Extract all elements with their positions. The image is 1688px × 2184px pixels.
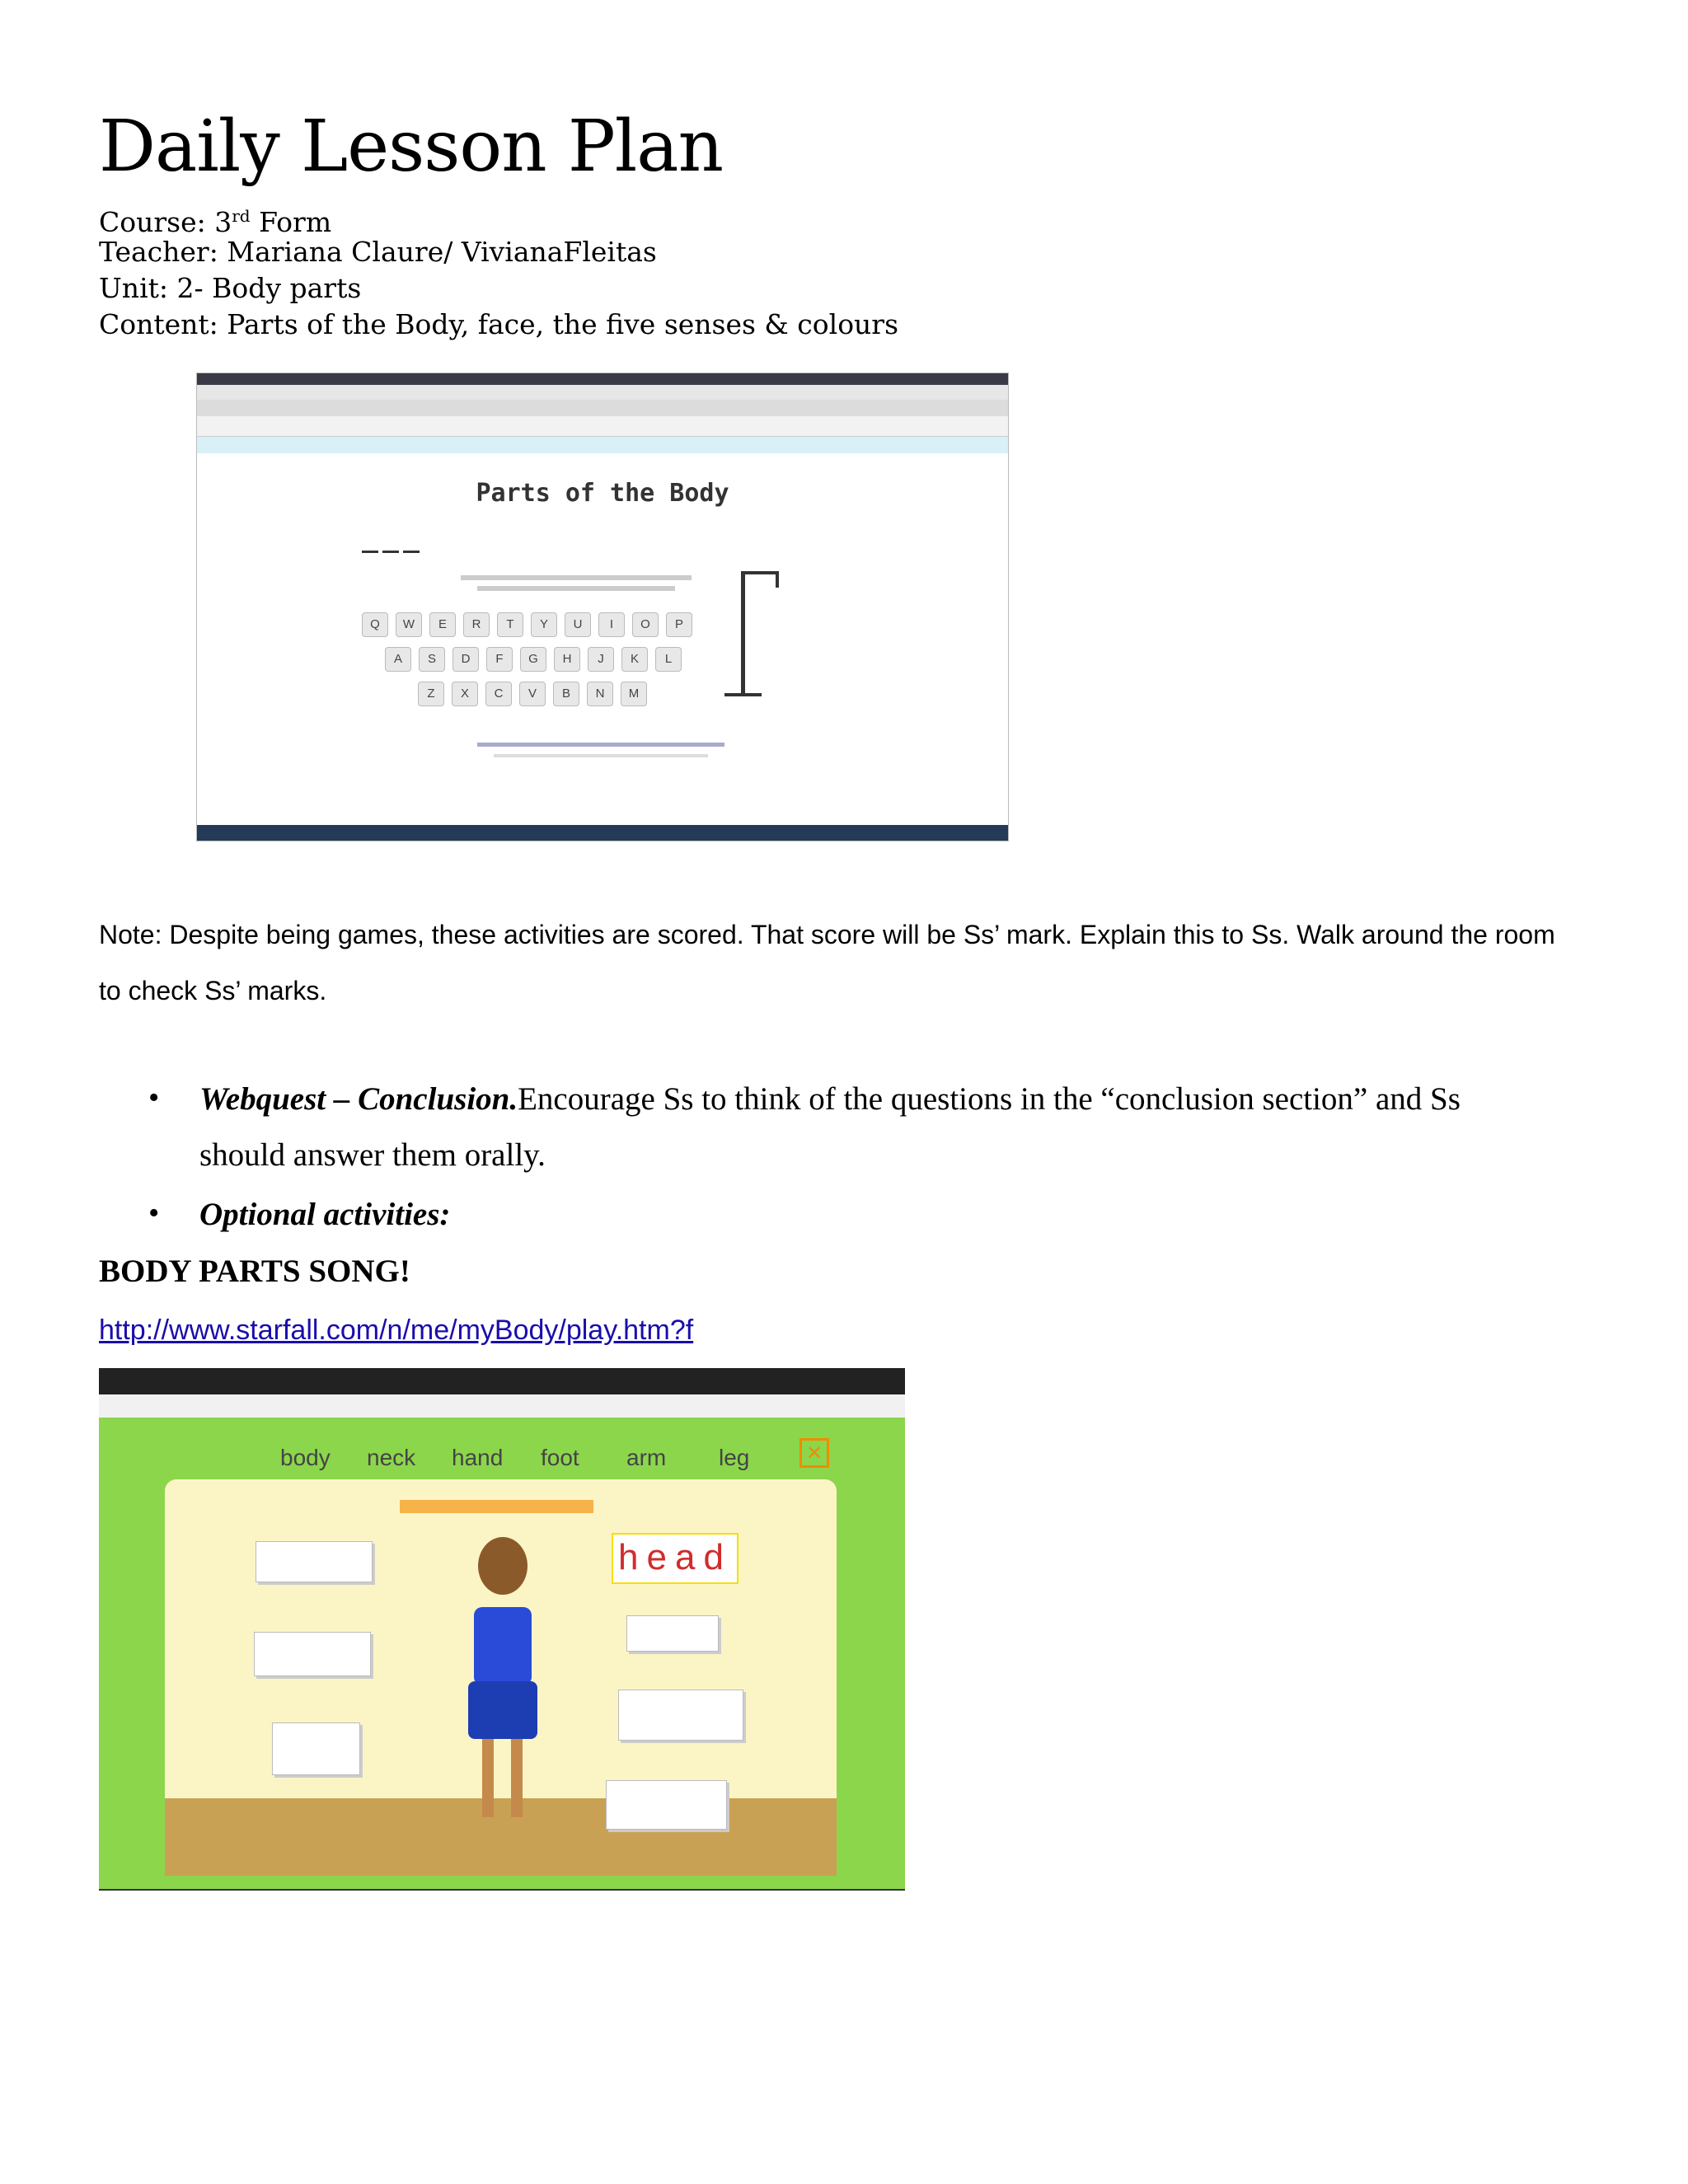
windows-taskbar (197, 825, 1008, 841)
key-m[interactable]: M (621, 682, 647, 706)
child-shorts (468, 1681, 537, 1739)
word-leg[interactable]: leg (719, 1445, 750, 1470)
child-head (478, 1537, 528, 1595)
browser-tabs (99, 1368, 905, 1394)
key-j[interactable]: J (588, 647, 614, 672)
word-body[interactable]: body (280, 1445, 331, 1470)
key-x[interactable]: X (452, 682, 478, 706)
course-line: Course: 3rd Form (99, 206, 332, 238)
gallows-icon (741, 571, 745, 695)
browser-urlbar (99, 1394, 905, 1418)
hangman-screenshot (196, 373, 1009, 841)
key-e[interactable]: E (429, 612, 456, 637)
bullet-webquest: Webquest – Conclusion.Encourage Ss to think of the questions in the “conclusion section” and Ss should answer them orally. (199, 1081, 1461, 1173)
answer-box[interactable] (254, 1632, 371, 1676)
key-o[interactable]: O (632, 612, 659, 637)
answer-box-head[interactable]: head (612, 1533, 738, 1584)
game-title: Parts of the Body (476, 479, 729, 508)
bullet-icon: • (148, 1196, 160, 1230)
key-n[interactable]: N (587, 682, 613, 706)
bullet-icon: • (148, 1080, 160, 1115)
answer-box[interactable] (272, 1722, 360, 1775)
key-v[interactable]: V (519, 682, 546, 706)
game-floor (165, 1798, 837, 1876)
song-heading: BODY PARTS SONG! (99, 1254, 410, 1289)
key-p[interactable]: P (666, 612, 692, 637)
key-a[interactable]: A (385, 647, 411, 672)
key-u[interactable]: U (565, 612, 591, 637)
progress-bar (400, 1500, 593, 1513)
letter-keyboard (197, 373, 1008, 841)
child-shirt (474, 1607, 532, 1685)
key-q[interactable]: Q (362, 612, 388, 637)
key-h[interactable]: H (554, 647, 580, 672)
key-c[interactable]: C (485, 682, 512, 706)
answer-box[interactable] (618, 1690, 743, 1741)
starfall-screenshot (99, 1368, 905, 1891)
answer-box[interactable] (626, 1615, 719, 1652)
key-g[interactable]: G (520, 647, 546, 672)
unit-line: Unit: 2- Body parts (99, 272, 362, 304)
key-k[interactable]: K (621, 647, 648, 672)
key-r[interactable]: R (463, 612, 490, 637)
key-w[interactable]: W (396, 612, 422, 637)
note-text: Note: Despite being games, these activities are scored. That score will be Ss’ mark. Explain this to Ss. Walk around the room to check Ss’ marks. (99, 920, 1555, 1005)
word-hand[interactable]: hand (452, 1445, 504, 1470)
word-arm[interactable]: arm (626, 1445, 667, 1470)
teacher-line: Teacher: Mariana Claure/ VivianaFleitas (99, 236, 657, 268)
word-neck[interactable]: neck (367, 1445, 416, 1470)
key-d[interactable]: D (452, 647, 479, 672)
key-b[interactable]: B (553, 682, 579, 706)
key-i[interactable]: I (598, 612, 625, 637)
key-z[interactable]: Z (418, 682, 444, 706)
starfall-link[interactable]: http://www.starfall.com/n/me/myBody/play.htm?f (99, 1315, 694, 1346)
word-foot[interactable]: foot (541, 1445, 579, 1470)
key-t[interactable]: T (497, 612, 523, 637)
page-title: Daily Lesson Plan (99, 105, 723, 188)
key-s[interactable]: S (419, 647, 445, 672)
answer-box[interactable] (256, 1541, 373, 1582)
close-icon[interactable]: ✕ (799, 1438, 829, 1468)
key-l[interactable]: L (655, 647, 682, 672)
content-line: Content: Parts of the Body, face, the five senses & colours (99, 308, 899, 340)
answer-box[interactable] (606, 1780, 727, 1830)
bullet-optional: Optional activities: (199, 1197, 451, 1232)
key-y[interactable]: Y (531, 612, 557, 637)
key-f[interactable]: F (486, 647, 513, 672)
